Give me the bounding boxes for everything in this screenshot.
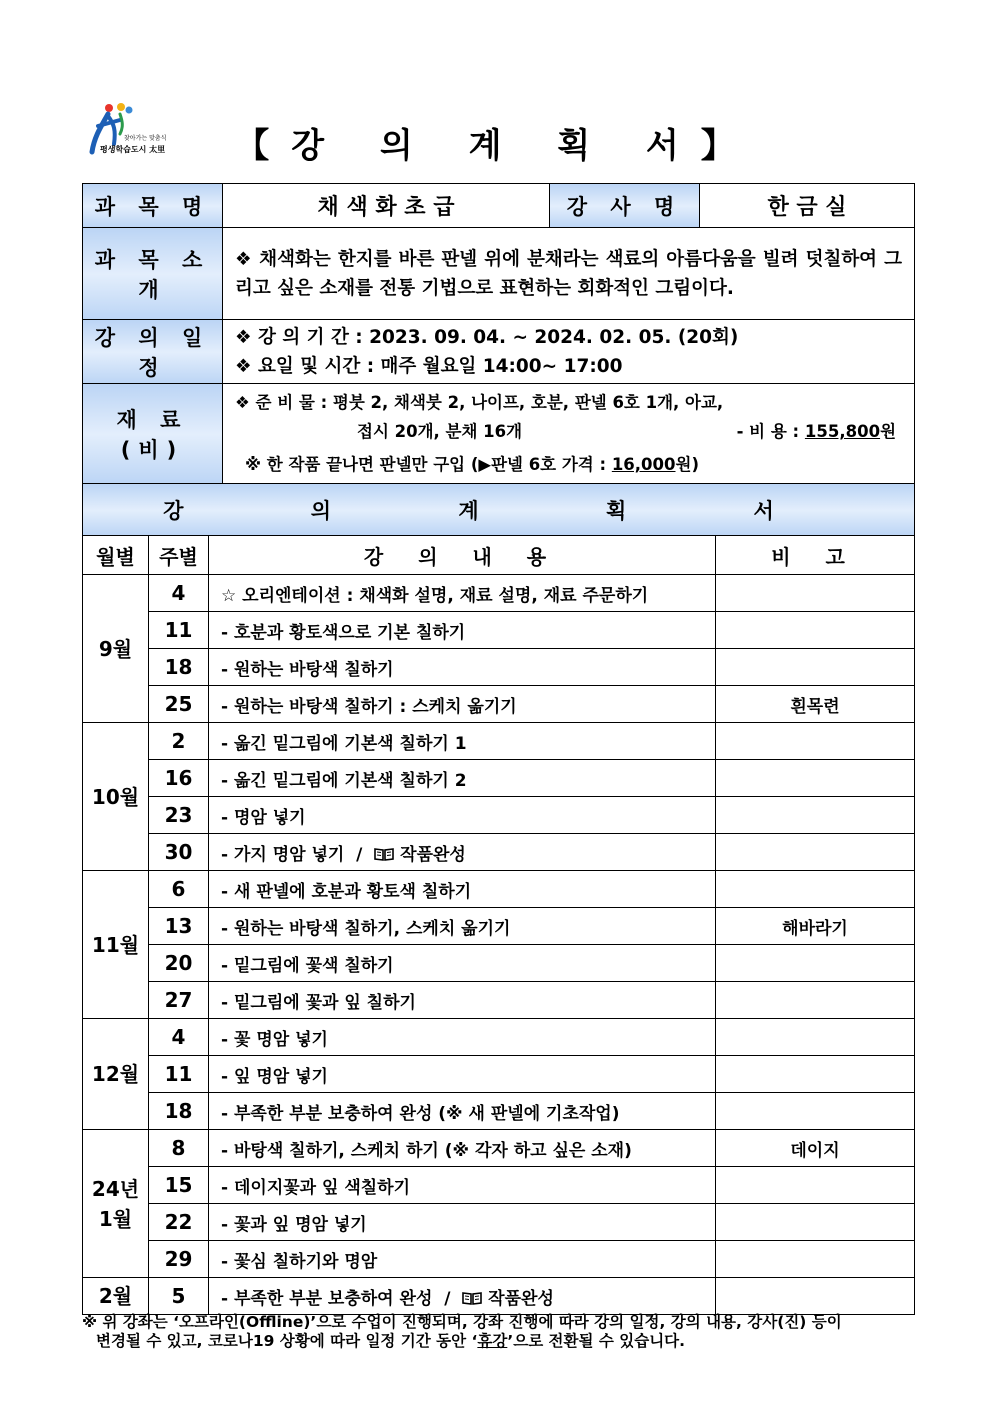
content-cell [209, 1204, 716, 1241]
content-text: - 새 판넬에 호분과 황토색 칠하기 [221, 881, 472, 902]
plan-row [83, 686, 915, 723]
content-cell [209, 1278, 716, 1315]
content-cell [209, 1093, 716, 1130]
intro-label: 과 목 소 개 [83, 228, 223, 320]
note-cell [716, 834, 915, 871]
plan-row [83, 1204, 915, 1241]
plan-row [83, 945, 915, 982]
materials-cell [223, 384, 915, 484]
note-cell [716, 575, 915, 612]
month-cell [83, 575, 149, 723]
footer-line-2b: ’으로 전환될 수 있습니다. [507, 1332, 686, 1350]
week-cell: 18 [149, 649, 209, 686]
materials-note [235, 450, 902, 479]
materials-label: 재 료 (비) [83, 384, 223, 484]
subject-value: 채 색 화 초 급 [223, 184, 550, 228]
content-text: - 원하는 바탕색 칠하기 [221, 659, 394, 680]
month-label: 10월 [91, 784, 140, 809]
content-text: - 옮긴 밑그림에 기본색 칠하기 2 [221, 770, 467, 791]
week-cell: 20 [149, 945, 209, 982]
note-cell [716, 649, 915, 686]
col-month-header: 월별 [83, 536, 149, 575]
note-cell [716, 1241, 915, 1278]
content-cell [209, 834, 716, 871]
note-cell [716, 1093, 915, 1130]
week-cell: 4 [149, 1019, 209, 1056]
content-text: - 잎 명암 넣기 [221, 1066, 328, 1087]
content-cell [209, 1167, 716, 1204]
content-cell [209, 760, 716, 797]
plan-row [83, 982, 915, 1019]
month-cell [83, 1019, 149, 1130]
content-cell [209, 908, 716, 945]
week-cell: 2 [149, 723, 209, 760]
plan-row [83, 760, 915, 797]
month-cell [83, 871, 149, 1019]
week-cell: 5 [149, 1278, 209, 1315]
content-text: - 부족한 부분 보충하여 완성 (※ 새 판넬에 기초작업) [221, 1103, 620, 1124]
content-text: - 데이지꽃과 잎 색칠하기 [221, 1177, 411, 1198]
note-cell [716, 612, 915, 649]
month-label: 12월 [91, 1062, 140, 1086]
plan-row [83, 908, 915, 945]
note-cell [716, 723, 915, 760]
week-cell: 15 [149, 1167, 209, 1204]
week-cell: 30 [149, 834, 209, 871]
week-cell: 29 [149, 1241, 209, 1278]
week-cell: 11 [149, 612, 209, 649]
content-text: - 원하는 바탕색 칠하기 : 스케치 옮기기 [221, 696, 517, 717]
content-cell [209, 649, 716, 686]
logo-tagline: 찾아가는 맞춤식 [124, 135, 167, 142]
content-text: - 가지 명암 넣기 / [221, 844, 375, 865]
note-cell [716, 1056, 915, 1093]
content-cell [209, 575, 716, 612]
plan-title-text: 강 의 계 획 서 [163, 498, 834, 523]
document-title: 【강 의 계 획 서】 [235, 126, 757, 166]
content-text: - 바탕색 칠하기, 스케치 하기 (※ 각자 하고 싶은 소재) [221, 1140, 632, 1161]
content-text: - 호분과 황토색으로 기본 칠하기 [221, 622, 466, 643]
plan-row [83, 1130, 915, 1167]
month-label: 11월 [91, 932, 140, 957]
content-cell [209, 797, 716, 834]
note-cell [716, 1204, 915, 1241]
content-cell [209, 612, 716, 649]
col-note-header: 비 고 [716, 536, 915, 575]
content-text: - 밑그림에 꽃색 칠하기 [221, 955, 394, 976]
plan-row [83, 575, 915, 612]
plan-row [83, 723, 915, 760]
week-cell: 8 [149, 1130, 209, 1167]
col-content-header: 강 의 내 용 [209, 536, 716, 575]
month-cell [83, 1278, 149, 1315]
week-cell: 22 [149, 1204, 209, 1241]
content-text: - 꽃심 칠하기와 명암 [221, 1251, 378, 1272]
note-cell [716, 1278, 915, 1315]
plan-title [83, 484, 915, 536]
plan-row [83, 1019, 915, 1056]
note-cell: 해바라기 [716, 908, 915, 945]
materials-list-1: ❖ 준 비 물 : 평붓 2, 채색붓 2, 나이프, 호분, 판넬 6호 1개, 아교, [235, 393, 724, 412]
content-text: - 옮긴 밑그림에 기본색 칠하기 1 [221, 733, 467, 754]
month-cell [83, 1130, 149, 1278]
month-label: 9월 [98, 636, 133, 661]
schedule-time: ❖ 요일 및 시간 : 매주 월요일 14:00~ 17:00 [235, 355, 623, 377]
content-cell [209, 982, 716, 1019]
month-label: 24년 [91, 1176, 140, 1201]
content-text: ☆ 오리엔테이션 : 채색화 설명, 재료 설명, 재료 주문하기 [221, 585, 649, 606]
content-cell [209, 723, 716, 760]
content-text: - 꽃 명암 넣기 [221, 1029, 328, 1050]
content-text: - 명암 넣기 [221, 807, 306, 828]
content-cell [209, 1056, 716, 1093]
note-cell: 흰목련 [716, 686, 915, 723]
note-cell: 데이지 [716, 1130, 915, 1167]
note-cell [716, 945, 915, 982]
lecture-plan-table [82, 183, 915, 1315]
schedule-period: ❖ 강 의 기 간 : 2023. 09. 04. ~ 2024. 02. 05. (20회) [235, 326, 739, 348]
plan-body [83, 575, 915, 1315]
month-label: 2월 [98, 1284, 133, 1308]
week-cell: 18 [149, 1093, 209, 1130]
cost-unit: 원 [880, 422, 897, 441]
open-book-icon [462, 1291, 482, 1305]
content-cell [209, 1241, 716, 1278]
content-text: - 밑그림에 꽃과 잎 칠하기 [221, 992, 416, 1013]
content-cell [209, 871, 716, 908]
content-text: - 꽃과 잎 명암 넣기 [221, 1214, 367, 1235]
open-book-icon [374, 847, 394, 861]
content-suffix: 작품완성 [394, 844, 466, 865]
plan-row [83, 1056, 915, 1093]
content-suffix: 작품완성 [482, 1288, 554, 1309]
instructor-value: 한 금 실 [700, 184, 915, 228]
footer-closure-word: 휴강 [477, 1332, 508, 1350]
content-cell [209, 686, 716, 723]
note-cell [716, 982, 915, 1019]
note-cell [716, 871, 915, 908]
plan-row [83, 797, 915, 834]
note-cell [716, 1019, 915, 1056]
note-cell [716, 797, 915, 834]
footer-line-2 [82, 1332, 912, 1351]
content-cell [209, 1019, 716, 1056]
content-cell [209, 945, 716, 982]
cost-label: - 비 용 : [736, 422, 805, 441]
month-label: 1월 [98, 1206, 133, 1231]
footer-line-1: ※ 위 강좌는 ‘오프라인(Offline)’으로 수업이 진행되며, 강좌 진행에 따라 강의 일정, 강의 내용, 강사(진) 등이 [82, 1313, 842, 1331]
plan-row [83, 1093, 915, 1130]
month-cell [83, 723, 149, 871]
content-text: - 원하는 바탕색 칠하기, 스케치 옮기기 [221, 918, 511, 939]
materials-cost [737, 417, 896, 446]
week-cell: 23 [149, 797, 209, 834]
schedule-label: 강 의 일 정 [83, 320, 223, 384]
cost-value: 155,800 [804, 422, 881, 441]
plan-row [83, 1167, 915, 1204]
week-cell: 27 [149, 982, 209, 1019]
footer-notice [82, 1313, 912, 1351]
week-cell: 6 [149, 871, 209, 908]
note-cell [716, 760, 915, 797]
content-text: - 부족한 부분 보충하여 완성 / [221, 1288, 463, 1309]
week-cell: 13 [149, 908, 209, 945]
content-cell [209, 1130, 716, 1167]
logo-city-name: 평생학습도시 太里 [100, 145, 166, 154]
materials-note-prefix: ※ 한 작품 끝나면 판넬만 구입 (▶판넬 6호 가격 : [245, 455, 612, 474]
plan-row [83, 612, 915, 649]
materials-note-suffix: 원) [675, 455, 699, 474]
intro-text: ❖ 채색화는 한지를 바른 판넬 위에 분채라는 색료의 아름다움을 빌려 덧칠하여 그리고 싶은 소재를 전통 기법으로 표현하는 회화적인 그림이다. [223, 228, 915, 320]
plan-row [83, 834, 915, 871]
materials-note-price: 16,000 [611, 455, 676, 474]
week-cell: 4 [149, 575, 209, 612]
week-cell: 25 [149, 686, 209, 723]
plan-row [83, 1278, 915, 1315]
plan-row [83, 649, 915, 686]
materials-list-2: 접시 20개, 분채 16개 [357, 422, 523, 441]
footer-line-2a: 변경될 수 있고, 코로나19 상황에 따라 일정 기간 동안 ‘ [96, 1332, 478, 1350]
subject-label: 과 목 명 [83, 184, 223, 228]
schedule-cell [223, 320, 915, 384]
instructor-label: 강 사 명 [550, 184, 700, 228]
plan-row [83, 1241, 915, 1278]
note-cell [716, 1167, 915, 1204]
week-cell: 16 [149, 760, 209, 797]
week-cell: 11 [149, 1056, 209, 1093]
col-week-header: 주별 [149, 536, 209, 575]
plan-row [83, 871, 915, 908]
